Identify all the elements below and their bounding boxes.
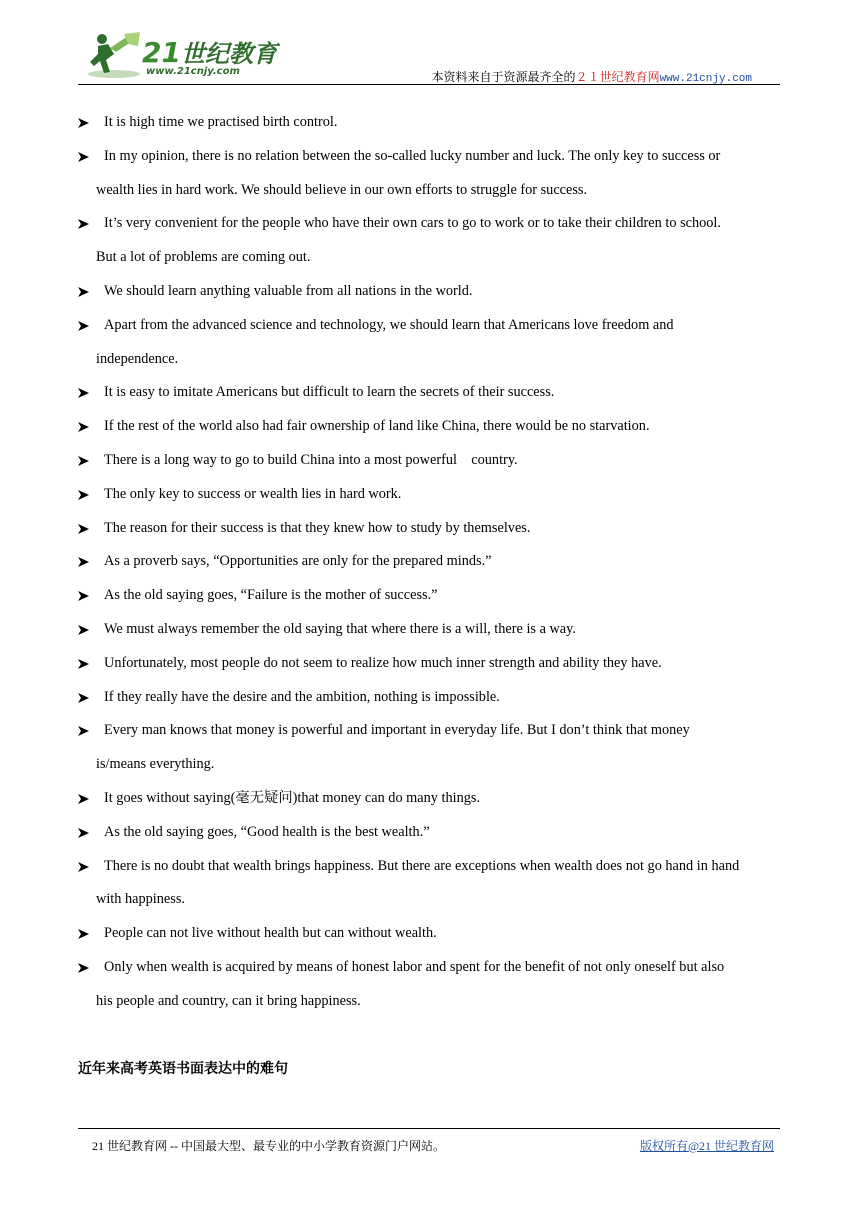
- logo-url: www.21cnjy.com: [146, 66, 240, 77]
- list-item: [78, 613, 784, 647]
- arrow-bullet-icon: [78, 782, 92, 816]
- header-note: 本资料来自于资源最齐全的２１世纪教育网www.21cnjy.com: [431, 70, 752, 85]
- header-divider: [78, 84, 780, 85]
- list-item: [78, 207, 784, 275]
- list-item-text: As the old saying goes, “Failure is the mother of success.”: [104, 587, 438, 604]
- site-logo[interactable]: [84, 24, 294, 84]
- list-item-text: Apart from the advanced science and technology, we should learn that Americans love freedom and: [104, 316, 674, 333]
- list-item: [78, 850, 784, 918]
- footer-text: 21 世纪教育网 -- 中国最大型、最专业的中小学教育资源门户网站。: [92, 1139, 445, 1153]
- list-item-text: Unfortunately, most people do not seem to realize how much inner strength and ability they have.: [104, 654, 662, 671]
- list-item-continuation: independence.: [96, 350, 179, 367]
- arrow-bullet-icon: [78, 106, 92, 140]
- list-item-text: There is no doubt that wealth brings happiness. But there are exceptions when wealth does not go hand in hand: [104, 857, 740, 874]
- list-item: [78, 376, 784, 410]
- arrow-bullet-icon: [78, 309, 92, 343]
- list-item-text: We must always remember the old saying that where there is a will, there is a way.: [104, 620, 576, 637]
- list-item: [78, 512, 784, 546]
- list-item: [78, 478, 784, 512]
- list-item: [78, 444, 784, 478]
- list-item-continuation: But a lot of problems are coming out.: [96, 249, 311, 266]
- footer-divider: [78, 1128, 780, 1129]
- section-heading: 近年来高考英语书面表达中的难句: [78, 1061, 288, 1077]
- list-item: [78, 782, 784, 816]
- list-item: [78, 816, 784, 850]
- list-item: [78, 714, 784, 782]
- arrow-bullet-icon: [78, 545, 92, 579]
- arrow-bullet-icon: [78, 512, 92, 546]
- list-item-text: It is easy to imitate Americans but difficult to learn the secrets of their success.: [104, 384, 555, 401]
- list-item-text: If they really have the desire and the ambition, nothing is impossible.: [104, 688, 500, 705]
- list-item-text: It goes without saying(毫无疑问)that money can do many things.: [104, 789, 481, 806]
- list-item-text: The only key to success or wealth lies in hard work.: [104, 485, 402, 502]
- arrow-bullet-icon: [78, 444, 92, 478]
- list-item: [78, 410, 784, 444]
- arrow-bullet-icon: [78, 478, 92, 512]
- arrow-bullet-icon: [78, 816, 92, 850]
- page-header: [78, 20, 780, 86]
- list-item-text: Every man knows that money is powerful and important in everyday life. But I don’t think that money: [104, 722, 690, 739]
- arrow-bullet-icon: [78, 951, 92, 985]
- list-item: [78, 275, 784, 309]
- list-item-text: The reason for their success is that they knew how to study by themselves.: [104, 519, 531, 536]
- list-item: [78, 140, 784, 208]
- list-item-text: There is a long way to go to build China into a most powerful country.: [104, 451, 518, 468]
- header-url-link[interactable]: www.21cnjy.com: [659, 73, 752, 85]
- arrow-bullet-icon: [78, 917, 92, 951]
- list-item-continuation: wealth lies in hard work. We should believe in our own efforts to struggle for success.: [96, 181, 588, 198]
- list-item: [78, 309, 784, 377]
- list-item-text: As a proverb says, “Opportunities are only for the prepared minds.”: [104, 553, 492, 570]
- list-item-text: In my opinion, there is no relation between the so-called lucky number and luck. The only key to success or: [104, 147, 721, 164]
- arrow-bullet-icon: [78, 579, 92, 613]
- list-item-continuation: is/means everything.: [96, 756, 215, 773]
- list-item: [78, 579, 784, 613]
- list-item: [78, 647, 784, 681]
- arrow-bullet-icon: [78, 410, 92, 444]
- list-item: [78, 106, 784, 140]
- list-item: [78, 545, 784, 579]
- list-item-continuation: with happiness.: [96, 891, 185, 908]
- list-item-text: As the old saying goes, “Good health is the best wealth.”: [104, 823, 430, 840]
- arrow-bullet-icon: [78, 376, 92, 410]
- arrow-bullet-icon: [78, 647, 92, 681]
- list-item: [78, 681, 784, 715]
- arrow-bullet-icon: [78, 850, 92, 884]
- list-item-continuation: his people and country, can it bring happiness.: [96, 992, 361, 1009]
- arrow-bullet-icon: [78, 714, 92, 748]
- arrow-bullet-icon: [78, 681, 92, 715]
- arrow-bullet-icon: [78, 613, 92, 647]
- sentence-list: [78, 106, 784, 1019]
- running-figure-icon: [84, 30, 144, 80]
- list-item-text: If the rest of the world also had fair ownership of land like China, there would be no starvation.: [104, 418, 650, 435]
- list-item-text: It’s very convenient for the people who have their own cars to go to work or to take their children to school.: [104, 215, 721, 232]
- list-item: [78, 951, 784, 1019]
- arrow-bullet-icon: [78, 275, 92, 309]
- header-brand[interactable]: ２１世纪教育网: [575, 70, 660, 84]
- list-item-text: It is high time we practised birth control.: [104, 114, 338, 130]
- list-item-text: We should learn anything valuable from all nations in the world.: [104, 282, 473, 299]
- list-item-text: People can not live without health but can without wealth.: [104, 925, 437, 942]
- arrow-bullet-icon: [78, 140, 92, 174]
- logo-title: 21世纪教育: [142, 36, 277, 69]
- footer-copyright-link[interactable]: 版权所有@21 世纪教育网: [639, 1139, 774, 1153]
- list-item-text: Only when wealth is acquired by means of honest labor and spent for the benefit of not only oneself but also: [104, 958, 725, 975]
- arrow-bullet-icon: [78, 207, 92, 241]
- list-item: [78, 917, 784, 951]
